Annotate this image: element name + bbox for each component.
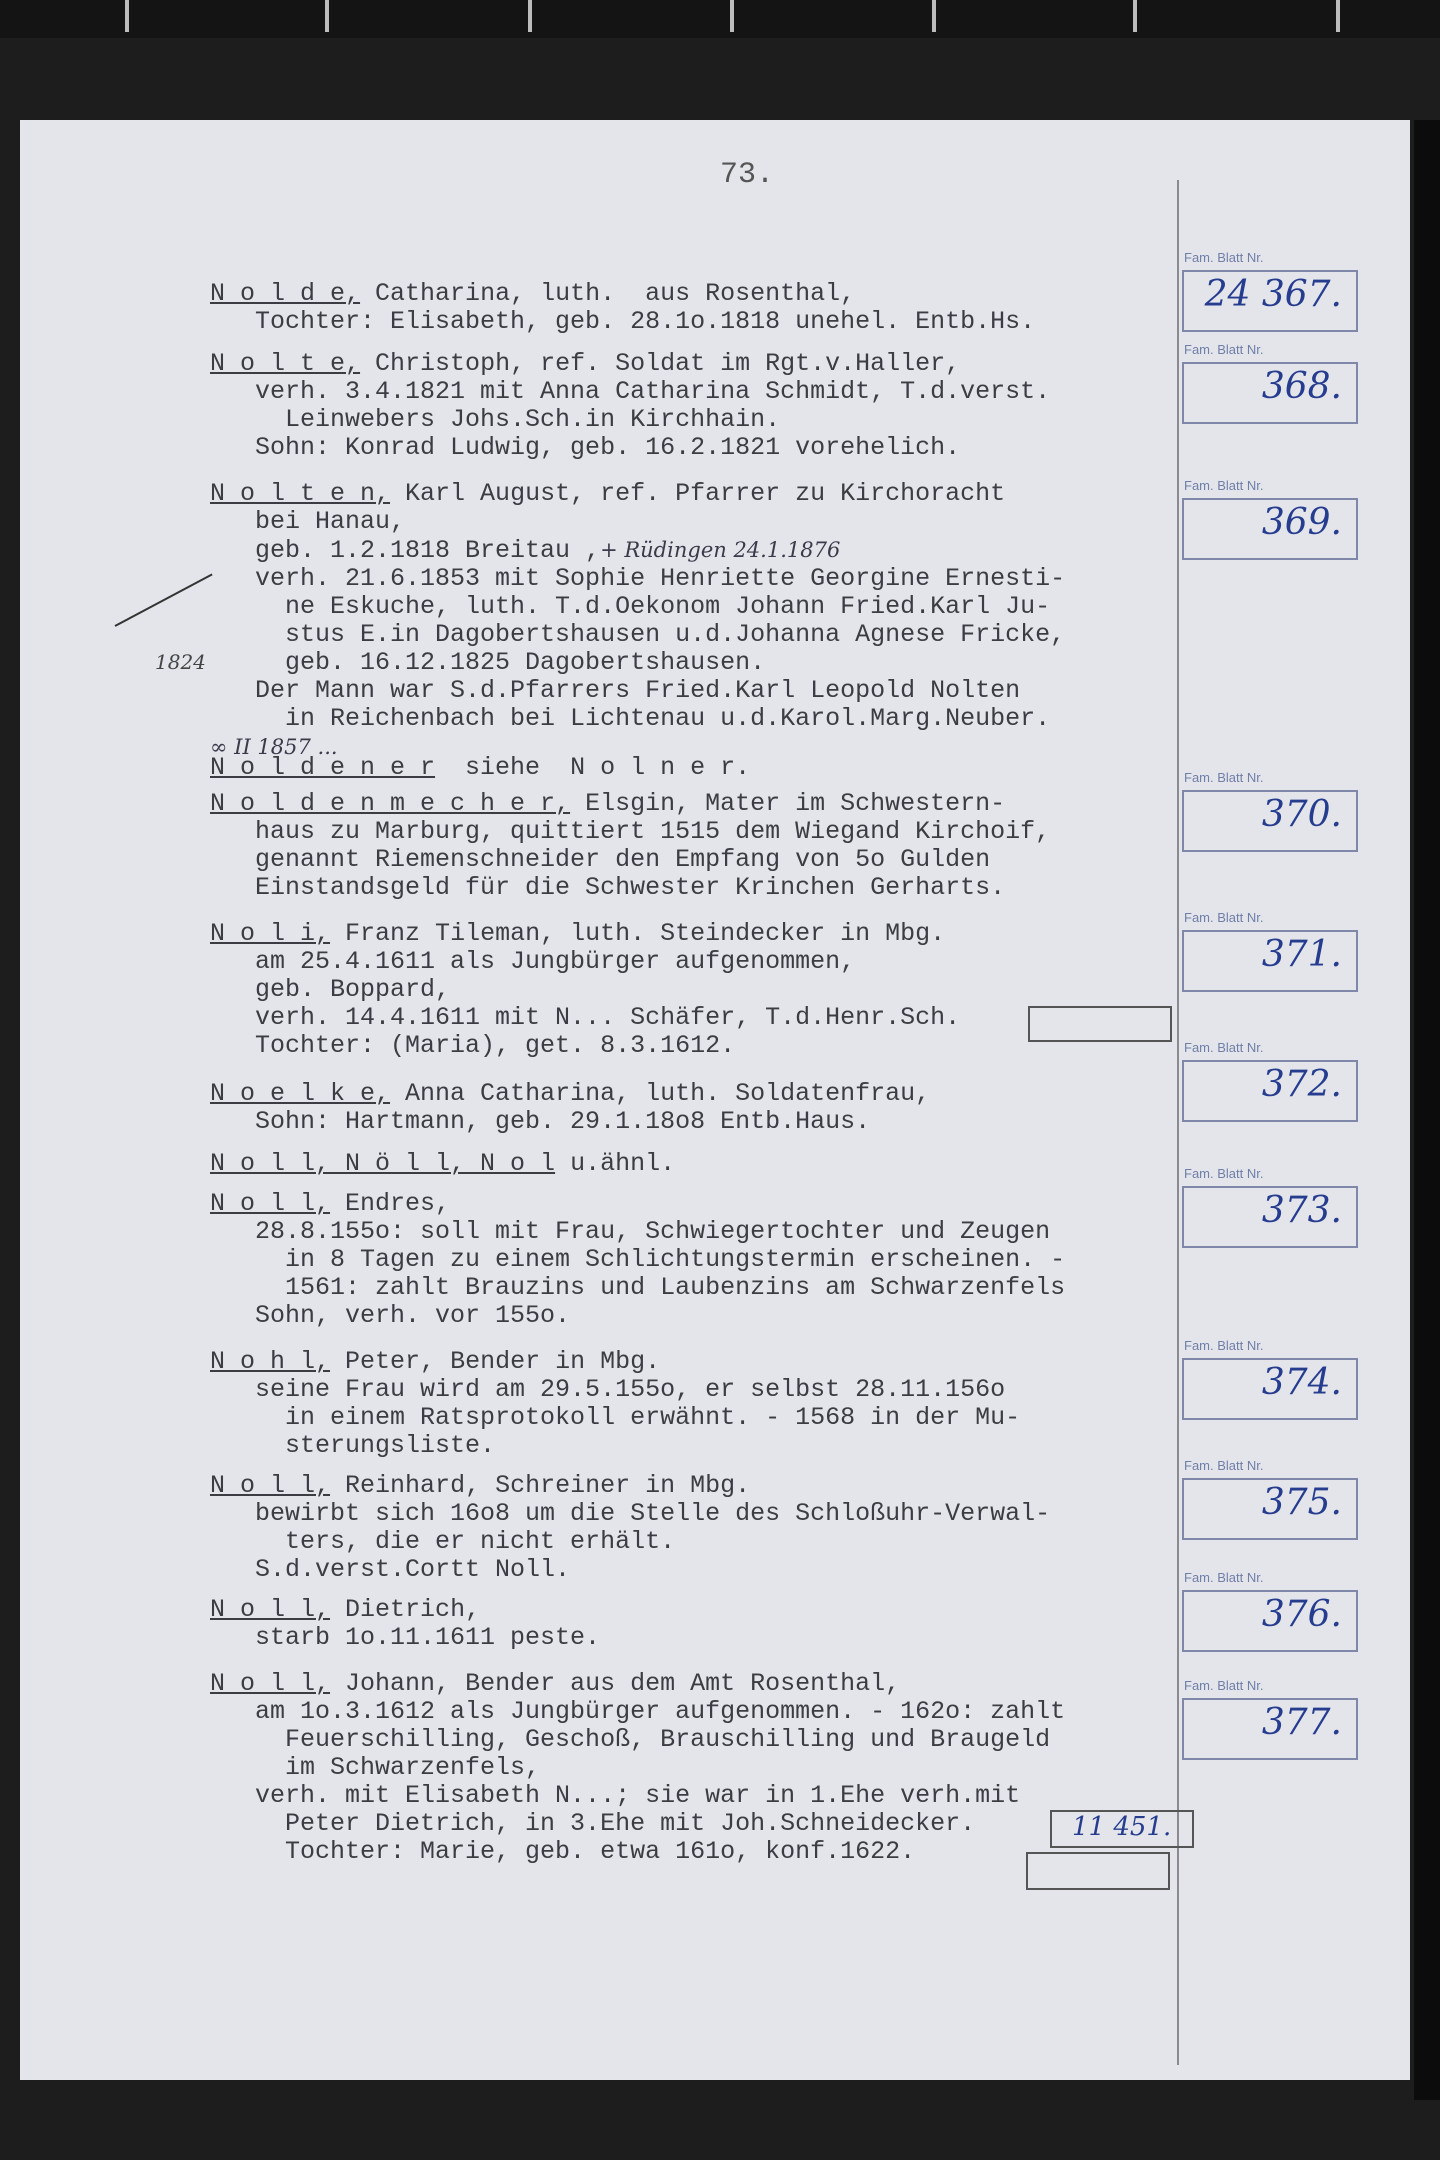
entry-line: ne Eskuche, luth. T.d.Oekonom Johann Fried.Karl Ju- [210, 592, 1051, 621]
family-sheet-card [1182, 770, 1358, 850]
entry-line: Sohn: Hartmann, geb. 29.1.18o8 Entb.Haus. [210, 1107, 871, 1136]
entry-line: N o l i, Franz Tileman, luth. Steindecker in Mbg. [210, 919, 946, 948]
surname: N o l l, [210, 1471, 331, 1500]
entry-line: am 1o.3.1612 als Jungbürger aufgenommen. - 162o: zahlt [210, 1697, 1066, 1726]
genealogy-entry [210, 1472, 1200, 1584]
ruler-tick [1336, 0, 1340, 32]
card-number: 376. [1261, 1594, 1342, 1635]
card-number: 370. [1261, 794, 1342, 835]
card-label: Fam. Blatt Nr. [1184, 1338, 1264, 1353]
card-number: 371. [1261, 934, 1342, 975]
handwritten-reference: 11 451. [1072, 1812, 1172, 1842]
entry-line: 1561: zahlt Brauzins und Laubenzins am Schwarzenfels [210, 1273, 1066, 1302]
card-label: Fam. Blatt Nr. [1184, 1570, 1264, 1585]
entry-line: N o l d e n m e c h e r, Elsgin, Mater im Schwestern- [210, 789, 1006, 818]
ruler-tick [730, 0, 734, 32]
entry-line: Der Mann war S.d.Pfarrers Fried.Karl Leopold Nolten [210, 676, 1021, 705]
document-page [20, 120, 1410, 2080]
scanner-right-edge [1414, 120, 1440, 2100]
reference-box [1026, 1852, 1170, 1890]
genealogy-entry [210, 1150, 1200, 1178]
entry-line: geb. 1.2.1818 Breitau ,+ Rüdingen 24.1.1876 [210, 536, 841, 565]
surname: N o l d e, [210, 279, 361, 308]
entry-line: N o l l, Endres, [210, 1189, 451, 1218]
entry-line: in Reichenbach bei Lichtenau u.d.Karol.Marg.Neuber. [210, 704, 1051, 733]
entry-line: bei Hanau, [210, 507, 406, 536]
margin-slash-mark [115, 573, 213, 626]
entry-line: in einem Ratsprotokoll erwähnt. - 1568 in der Mu- [210, 1403, 1021, 1432]
family-sheet-card [1182, 1570, 1358, 1650]
genealogy-entry [210, 1596, 1200, 1652]
ruler-tick [1133, 0, 1137, 32]
entry-line: ters, die er nicht erhält. [210, 1527, 676, 1556]
family-sheet-card [1182, 1678, 1358, 1758]
entry-line: verh. 14.4.1611 mit N... Schäfer, T.d.Henr.Sch. [210, 1003, 961, 1032]
entry-line: verh. 21.6.1853 mit Sophie Henriette Georgine Ernesti- [210, 564, 1066, 593]
reference-box [1050, 1810, 1194, 1848]
entry-line: N o l d e n e r siehe N o l n e r. [210, 753, 751, 782]
surname: N o l t e n, [210, 479, 391, 508]
handwritten-death-note: + Rüdingen 24.1.1876 [600, 538, 841, 562]
card-label: Fam. Blatt Nr. [1184, 770, 1264, 785]
entry-line: N o l t e, Christoph, ref. Soldat im Rgt.v.Haller, [210, 349, 961, 378]
genealogy-entry [210, 1190, 1200, 1330]
entry-line: Sohn, verh. vor 155o. [210, 1301, 571, 1330]
entry-line: starb 1o.11.1611 peste. [210, 1623, 601, 1652]
genealogy-entry [210, 480, 1200, 761]
surname: N o l l, [210, 1669, 331, 1698]
genealogy-entry [210, 280, 1200, 336]
card-label: Fam. Blatt Nr. [1184, 342, 1264, 357]
family-sheet-card [1182, 910, 1358, 990]
genealogy-entry [210, 1348, 1200, 1460]
entry-line: Feuerschilling, Geschoß, Brauschilling und Braugeld [210, 1725, 1051, 1754]
card-number: 368. [1261, 366, 1342, 407]
entry-line: N o h l, Peter, Bender in Mbg. [210, 1347, 661, 1376]
card-label: Fam. Blatt Nr. [1184, 1458, 1264, 1473]
surname: N o l i, [210, 919, 331, 948]
card-label: Fam. Blatt Nr. [1184, 910, 1264, 925]
entry-line: N o l d e, Catharina, luth. aus Rosenthal, [210, 279, 856, 308]
genealogy-entry [210, 790, 1200, 902]
entry-line: S.d.verst.Cortt Noll. [210, 1555, 571, 1584]
entry-line: N o l l, Reinhard, Schreiner in Mbg. [210, 1471, 751, 1500]
card-number: 377. [1261, 1702, 1342, 1743]
surname: N o l d e n e r [210, 753, 436, 782]
entry-line: geb. 16.12.1825 Dagobertshausen. [210, 648, 766, 677]
genealogy-entry [210, 350, 1200, 462]
ruler-tick [932, 0, 936, 32]
page-number: 73. [720, 158, 775, 192]
card-number: 374. [1261, 1362, 1342, 1403]
surname: N o e l k e, [210, 1079, 391, 1108]
surname: N o l l, [210, 1189, 331, 1218]
card-number: 375. [1261, 1482, 1342, 1523]
entry-line: bewirbt sich 16o8 um die Stelle des Schloßuhr-Verwal- [210, 1499, 1051, 1528]
surname: N o l l, N ö l l, N o l [210, 1149, 556, 1178]
entry-line: N o l l, N ö l l, N o l u.ähnl. [210, 1149, 676, 1178]
surname: N o l t e, [210, 349, 361, 378]
entry-line: N o e l k e, Anna Catharina, luth. Soldatenfrau, [210, 1079, 931, 1108]
family-sheet-card [1182, 478, 1358, 558]
ruler-tick [528, 0, 532, 32]
entry-line: Tochter: Elisabeth, geb. 28.1o.1818 unehel. Entb.Hs. [210, 307, 1036, 336]
entry-line: seine Frau wird am 29.5.155o, er selbst 28.11.156o [210, 1375, 1006, 1404]
card-label: Fam. Blatt Nr. [1184, 250, 1264, 265]
entry-line: verh. mit Elisabeth N...; sie war in 1.Ehe verh.mit [210, 1781, 1021, 1810]
entry-line: 28.8.155o: soll mit Frau, Schwiegertochter und Zeugen [210, 1217, 1051, 1246]
entry-line: Einstandsgeld für die Schwester Krinchen Gerharts. [210, 873, 1006, 902]
margin-note: 1824 [155, 650, 206, 674]
entry-line: genannt Riemenschneider den Empfang von 5o Gulden [210, 845, 991, 874]
entry-line: in 8 Tagen zu einem Schlichtungstermin erscheinen. - [210, 1245, 1066, 1274]
ruler-tick [125, 0, 129, 32]
surname: N o l d e n m e c h e r, [210, 789, 571, 818]
genealogy-entry [210, 754, 1200, 782]
entry-line: Leinwebers Johs.Sch.in Kirchhain. [210, 405, 781, 434]
card-label: Fam. Blatt Nr. [1184, 1040, 1264, 1055]
entry-line: Peter Dietrich, in 3.Ehe mit Joh.Schneidecker. [210, 1809, 976, 1838]
surname: N o l l, [210, 1595, 331, 1624]
entry-line: sterungsliste. [210, 1431, 496, 1460]
entry-line: N o l t e n, Karl August, ref. Pfarrer zu Kirchoracht [210, 479, 1006, 508]
entry-line: stus E.in Dagobertshausen u.d.Johanna Agnese Fricke, [210, 620, 1066, 649]
family-sheet-card [1182, 250, 1358, 330]
card-label: Fam. Blatt Nr. [1184, 1678, 1264, 1693]
card-label: Fam. Blatt Nr. [1184, 478, 1264, 493]
card-number: 373. [1261, 1190, 1342, 1231]
ruler-tick [325, 0, 329, 32]
entry-line: am 25.4.1611 als Jungbürger aufgenommen, [210, 947, 856, 976]
family-sheet-card [1182, 1458, 1358, 1538]
family-sheet-card [1182, 1166, 1358, 1246]
card-number: 372. [1261, 1064, 1342, 1105]
entry-line: geb. Boppard, [210, 975, 451, 1004]
entry-line: verh. 3.4.1821 mit Anna Catharina Schmidt, T.d.verst. [210, 377, 1051, 406]
genealogy-entry [210, 1080, 1200, 1136]
family-sheet-card [1182, 342, 1358, 422]
family-sheet-card [1182, 1040, 1358, 1120]
entry-line: im Schwarzenfels, [210, 1753, 541, 1782]
card-number: 369. [1261, 502, 1342, 543]
scanner-top-strip [0, 0, 1440, 38]
entry-line: Tochter: Marie, geb. etwa 161o, konf.1622. [210, 1837, 916, 1866]
entry-line: Tochter: (Maria), get. 8.3.1612. [210, 1031, 736, 1060]
surname: N o h l, [210, 1347, 331, 1376]
card-label: Fam. Blatt Nr. [1184, 1166, 1264, 1181]
entry-line: haus zu Marburg, quittiert 1515 dem Wiegand Kirchoif, [210, 817, 1051, 846]
family-sheet-card [1182, 1338, 1358, 1418]
entry-line: N o l l, Dietrich, [210, 1595, 481, 1624]
entry-line: Sohn: Konrad Ludwig, geb. 16.2.1821 vorehelich. [210, 433, 961, 462]
reference-box [1028, 1006, 1172, 1042]
handwritten-marriage-note: ∞ II 1857 ... [210, 735, 338, 759]
card-number: 24 367. [1204, 274, 1342, 315]
entry-line: N o l l, Johann, Bender aus dem Amt Rosenthal, [210, 1669, 901, 1698]
